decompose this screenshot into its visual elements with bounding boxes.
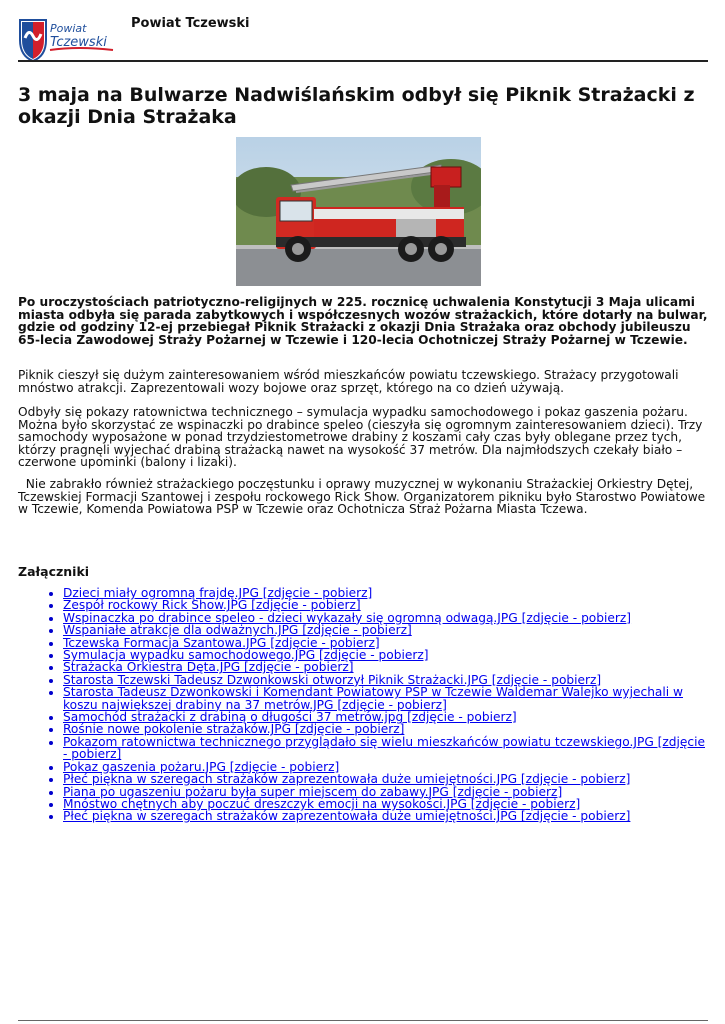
attachment-link[interactable]: Mnóstwo chętnych aby poczuć dreszczyk emocji na wysokości.JPG [zdjęcie - pobierz]: [63, 796, 581, 811]
attachment-link[interactable]: Pokazom ratownictwa technicznego przyglądało się wielu mieszkańców powiatu tczewskiego.JPG [zdjęcie - pobierz]: [63, 734, 705, 762]
site-name[interactable]: Powiat Tczewski: [131, 16, 250, 31]
attachment-link[interactable]: Starosta Tczewski Tadeusz Dzwonkowski otworzył Piknik Strażacki.JPG [zdjęcie - pobierz]: [63, 672, 602, 687]
article-photo-fire-truck: [236, 137, 481, 286]
header-divider: [18, 60, 708, 62]
attachment-link[interactable]: Tczewska Formacja Szantowa.JPG [zdjęcie - pobierz]: [63, 635, 380, 650]
list-item: [63, 810, 708, 822]
attachment-link[interactable]: Wspaniałe atrakcje dla odważnych.JPG [zdjęcie - pobierz]: [63, 623, 412, 638]
attachment-link[interactable]: Pokaz gaszenia pożaru.JPG [zdjęcie - pobierz]: [63, 759, 340, 774]
list-item: [63, 736, 708, 761]
list-item: [63, 686, 708, 711]
attachment-link[interactable]: Symulacja wypadku samochodowego.JPG [zdjęcie - pobierz]: [63, 648, 429, 663]
attachment-link[interactable]: Płeć piękna w szeregach strażaków zaprezentowała duże umiejętności.JPG [zdjęcie - pobierz]: [63, 772, 631, 787]
attachments-list: [18, 587, 708, 823]
attachment-link[interactable]: Dzieci miały ogromną frajdę.JPG [zdjęcie - pobierz]: [63, 586, 373, 600]
article-lead: Po uroczystościach patriotyczno-religijnych w 225. rocznicę uchwalenia Konstytucji 3 Maja ulicami miasta odbyła się parada zabytkowych i współczesnych wozów strażackich, które dotarły na bulwar, gdzie od godziny 12-ej przebiegał Piknik Strażacki z okazji Dnia Strażaka oraz obchody jubileuszu 65-lecia Zawodowej Straży Pożarnej w Tczewie i 120-lecia Ochotniczej Straży Pożarnej w Tczewie.: [18, 295, 708, 347]
logo-text-line1: Powiat: [50, 22, 87, 35]
article-paragraph-1: Piknik cieszył się dużym zainteresowaniem wśród mieszkańców powiatu tczewskiego. Strażacy przygotowali mnóstwo atrakcji. Zaprezentowali wozy bojowe oraz sprzęt, którego na co dzień używają.: [18, 368, 679, 395]
attachment-link[interactable]: Starosta Tadeusz Dzwonkowski i Komendant Powiatowy PSP w Tczewie Waldemar Walejko wyjechali w koszu największej drabiny na 37 metrów.JPG [zdjęcie - pobierz]: [63, 685, 683, 712]
attachment-link[interactable]: Piana po ugaszeniu pożaru była super miejscem do zabawy.JPG [zdjęcie - pobierz]: [63, 784, 563, 799]
footer-divider: [18, 1020, 708, 1021]
attachment-link[interactable]: Rośnie nowe pokolenie strażaków.JPG [zdjęcie - pobierz]: [63, 722, 405, 737]
attachment-link[interactable]: Samochód strażacki z drabiną o długości 37 metrów.jpg [zdjęcie - pobierz]: [63, 710, 517, 725]
article-paragraph-2: Odbyły się pokazy ratownictwa technicznego – symulacja wypadku samochodowego i pokaz gaszenia pożaru. Można było skorzystać ze wspinaczki po drabince speleo (cieszyła się ogromnym zainteresowaniem dzieci). Trzy samochody wyposażone w ponad trzydziestometrowe drabiny z koszami cały czas były oblegane przez tych, którzy pragnęli wyjechać drabiną strażacką nawet na wysokość 37 metrów. Dla najmłodszych czekały biało – czerwone upominki (balony i lizaki).: [18, 405, 703, 469]
logo-text-line2: Tczewski: [50, 35, 107, 50]
page-header: [18, 10, 708, 62]
article-paragraph-3: Nie zabrakło również strażackiego poczęstunku i oprawy muzycznej w wykonaniu Strażackiej Orkiestry Dętej, Tczewskiej Formacji Szantowej i zespołu rockowego Rick Show. Organizatorem pikniku było Starostwo Powiatowe w Tczewie, Komenda Powiatowa PSP w Tczewie oraz Ochotnicza Straż Pożarna Miasta Tczewa.: [18, 477, 710, 516]
attachments-heading: Załączniki: [18, 564, 90, 579]
attachment-link[interactable]: Strażacka Orkiestra Dęta.JPG [zdjęcie - pobierz]: [63, 660, 354, 675]
powiat-logo[interactable]: [18, 14, 128, 64]
attachment-link[interactable]: Płeć piękna w szeregach strażaków zaprezentowała duże umiejętności.JPG [zdjęcie - pobierz]: [63, 809, 631, 824]
attachment-link[interactable]: Zespół rockowy Rick Show.JPG [zdjęcie - pobierz]: [63, 598, 361, 613]
article-title: 3 maja na Bulwarze Nadwiślańskim odbył się Piknik Strażacki z okazji Dnia Strażaka: [18, 84, 695, 128]
attachment-link[interactable]: Wspinaczka po drabince speleo - dzieci wykazały się ogromną odwagą.JPG [zdjęcie - pobierz]: [63, 610, 632, 625]
